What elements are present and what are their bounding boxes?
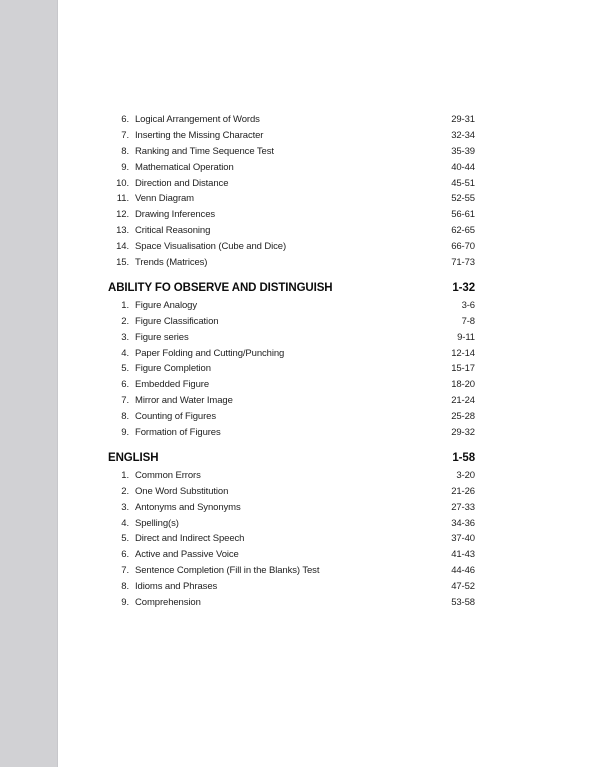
entry-page-range: 27-33 xyxy=(451,501,475,513)
entry-number: 8. xyxy=(121,581,129,593)
entry-number: 4. xyxy=(121,347,129,359)
entry-number: 15. xyxy=(116,257,129,269)
toc-entry xyxy=(108,425,475,441)
toc-entry xyxy=(108,144,475,160)
entry-page-range: 71-73 xyxy=(451,257,475,269)
entry-title: Common Errors xyxy=(135,469,201,481)
entry-number: 6. xyxy=(121,379,129,391)
toc-entry xyxy=(108,160,475,176)
entry-title: Counting of Figures xyxy=(135,411,217,423)
toc-entry xyxy=(108,516,475,532)
entry-page-range: 21-24 xyxy=(451,395,475,407)
entry-page-range: 45-51 xyxy=(451,177,475,189)
toc-entry xyxy=(108,468,475,484)
entry-page-range: 40-44 xyxy=(451,161,475,173)
section-title: ABILITY FO OBSERVE AND DISTINGUISH xyxy=(108,281,333,294)
entry-page-range: 66-70 xyxy=(451,241,475,253)
entry-number: 13. xyxy=(116,225,129,237)
toc-entry xyxy=(108,409,475,425)
toc-entry xyxy=(108,330,475,346)
entry-title: One Word Substitution xyxy=(135,485,229,497)
entry-number: 1. xyxy=(121,469,129,481)
entry-title: Comprehension xyxy=(135,597,201,609)
entry-page-range: 12-14 xyxy=(451,347,475,359)
toc-entry xyxy=(108,361,475,377)
entry-number: 8. xyxy=(121,411,129,423)
entry-title: Mathematical Operation xyxy=(135,161,234,173)
entry-title: Critical Reasoning xyxy=(135,225,211,237)
entry-title: Inserting the Missing Character xyxy=(135,129,264,141)
entry-title: Figure Completion xyxy=(135,363,211,375)
entry-number: 8. xyxy=(121,145,129,157)
entry-number: 2. xyxy=(121,315,129,327)
toc-entry xyxy=(108,579,475,595)
toc-entry xyxy=(108,255,475,271)
entry-title: Logical Arrangement of Words xyxy=(135,114,260,125)
entry-page-range: 41-43 xyxy=(451,549,475,561)
toc-entry xyxy=(108,207,475,223)
entry-title: Mirror and Water Image xyxy=(135,395,233,407)
table-of-contents xyxy=(108,112,475,611)
entry-number: 10. xyxy=(116,177,129,189)
entry-page-range: 47-52 xyxy=(451,581,475,593)
entry-title: Paper Folding and Cutting/Punching xyxy=(135,347,285,359)
entry-number: 2. xyxy=(121,485,129,497)
entry-title: Active and Passive Voice xyxy=(135,549,239,561)
toc-entry xyxy=(108,500,475,516)
section-page-range: 1-58 xyxy=(452,451,475,464)
toc-entry xyxy=(108,191,475,207)
entry-page-range: 21-26 xyxy=(451,485,475,497)
section-header xyxy=(108,279,475,298)
entry-title: Direct and Indirect Speech xyxy=(135,533,245,545)
entry-title: Trends (Matrices) xyxy=(135,257,208,269)
toc-entry xyxy=(108,547,475,563)
entry-title: Figure Classification xyxy=(135,315,219,327)
entry-title: Idioms and Phrases xyxy=(135,581,218,593)
entry-number: 9. xyxy=(121,427,129,439)
entry-number: 6. xyxy=(121,114,129,125)
entry-page-range: 3-20 xyxy=(456,469,475,481)
entry-title: Figure series xyxy=(135,331,189,343)
entry-number: 9. xyxy=(121,597,129,609)
toc-entry xyxy=(108,563,475,579)
entry-page-range: 29-32 xyxy=(451,427,475,439)
toc-entry xyxy=(108,346,475,362)
entry-page-range: 32-34 xyxy=(451,129,475,141)
entry-number: 3. xyxy=(121,501,129,513)
entry-number: 3. xyxy=(121,331,129,343)
entry-number: 14. xyxy=(116,241,129,253)
entry-number: 5. xyxy=(121,363,129,375)
entry-number: 4. xyxy=(121,517,129,529)
entry-number: 7. xyxy=(121,129,129,141)
entry-page-range: 35-39 xyxy=(451,145,475,157)
toc-entry xyxy=(108,112,475,128)
entry-number: 7. xyxy=(121,395,129,407)
toc-entry xyxy=(108,377,475,393)
toc-entry xyxy=(108,484,475,500)
entry-page-range: 62-65 xyxy=(451,225,475,237)
entry-page-range: 7-8 xyxy=(461,315,475,327)
entry-page-range: 25-28 xyxy=(451,411,475,423)
page-gutter-shading xyxy=(0,0,58,767)
entry-page-range: 56-61 xyxy=(451,209,475,221)
toc-entry xyxy=(108,223,475,239)
entry-page-range: 3-6 xyxy=(461,299,475,311)
entry-page-range: 15-17 xyxy=(451,363,475,375)
entry-title: Direction and Distance xyxy=(135,177,229,189)
toc-entry xyxy=(108,393,475,409)
entry-title: Ranking and Time Sequence Test xyxy=(135,145,274,157)
entry-number: 6. xyxy=(121,549,129,561)
entry-title: Spelling(s) xyxy=(135,517,179,529)
toc-entry xyxy=(108,239,475,255)
section-title: ENGLISH xyxy=(108,451,159,464)
toc-entry xyxy=(108,595,475,611)
entry-title: Formation of Figures xyxy=(135,427,221,439)
entry-title: Embedded Figure xyxy=(135,379,210,391)
entry-title: Sentence Completion (Fill in the Blanks) Test xyxy=(135,565,320,577)
entry-page-range: 9-11 xyxy=(457,331,475,343)
entry-title: Drawing Inferences xyxy=(135,209,216,221)
entry-page-range: 44-46 xyxy=(451,565,475,577)
entry-page-range: 52-55 xyxy=(451,193,475,205)
entry-page-range: 18-20 xyxy=(451,379,475,391)
section-header xyxy=(108,449,475,468)
toc-entry xyxy=(108,298,475,314)
entry-title: Venn Diagram xyxy=(135,193,195,205)
toc-entry xyxy=(108,314,475,330)
entry-number: 12. xyxy=(116,209,129,221)
toc-entry xyxy=(108,531,475,547)
toc-entry xyxy=(108,176,475,192)
section-page-range: 1-32 xyxy=(452,281,475,294)
entry-number: 5. xyxy=(121,533,129,545)
entry-page-range: 34-36 xyxy=(451,517,475,529)
entry-title: Figure Analogy xyxy=(135,299,197,311)
entry-page-range: 29-31 xyxy=(451,114,475,125)
entry-page-range: 53-58 xyxy=(451,597,475,609)
toc-entry xyxy=(108,128,475,144)
entry-number: 1. xyxy=(121,299,129,311)
entry-page-range: 37-40 xyxy=(451,533,475,545)
entry-number: 9. xyxy=(121,161,129,173)
entry-title: Antonyms and Synonyms xyxy=(135,501,241,513)
entry-number: 7. xyxy=(121,565,129,577)
entry-title: Space Visualisation (Cube and Dice) xyxy=(135,241,287,253)
entry-number: 11. xyxy=(116,193,129,205)
